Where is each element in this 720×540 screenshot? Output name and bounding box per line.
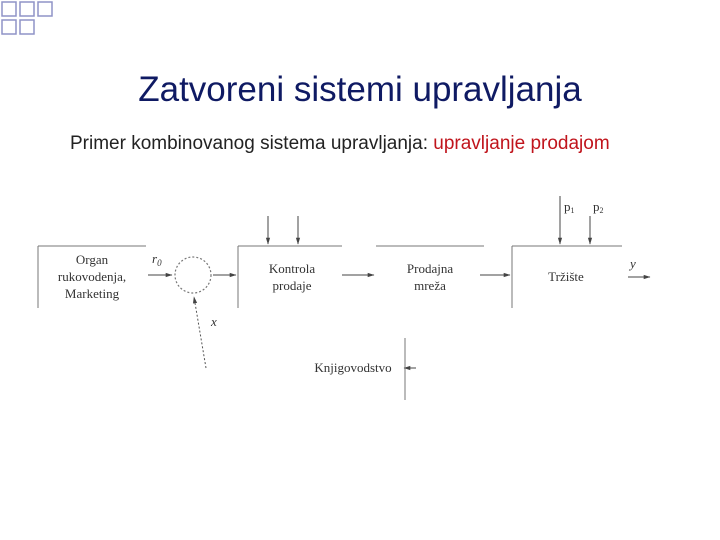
knjigovodstvo-label: Knjigovodstvo <box>314 360 392 375</box>
comparator-circle <box>175 257 211 293</box>
x-label: x <box>211 314 217 329</box>
x-input-dashed <box>194 297 206 368</box>
trziste-label: Tržište <box>548 269 584 284</box>
kontrola-label-line2: prodaje <box>272 278 312 293</box>
slide-title: Zatvoreni sistemi upravljanja <box>138 70 582 109</box>
kontrola-block <box>238 246 342 308</box>
kontrola-label-line1: Kontrola <box>268 261 316 276</box>
r0-label: $r_0$ <box>152 251 162 268</box>
p2-label: p2 <box>593 199 604 215</box>
subtitle-highlight: upravljanje prodajom <box>433 133 610 154</box>
subtitle-text: Primer kombinovanog sistema upravljanja: <box>70 133 434 154</box>
trziste-block <box>512 246 622 308</box>
p1-label: p1 <box>564 199 575 215</box>
prodajna-label-line1: Prodajna <box>406 261 454 276</box>
organ-block <box>38 246 146 308</box>
organ-label-line3: Marketing <box>64 286 120 301</box>
prodajna-label-line2: mreža <box>414 278 446 293</box>
organ-label-line1: Organ <box>75 252 109 267</box>
prodajna-block <box>376 246 484 293</box>
organ-label-line2: rukovodenja, <box>57 269 127 284</box>
y-label: y <box>630 256 636 271</box>
